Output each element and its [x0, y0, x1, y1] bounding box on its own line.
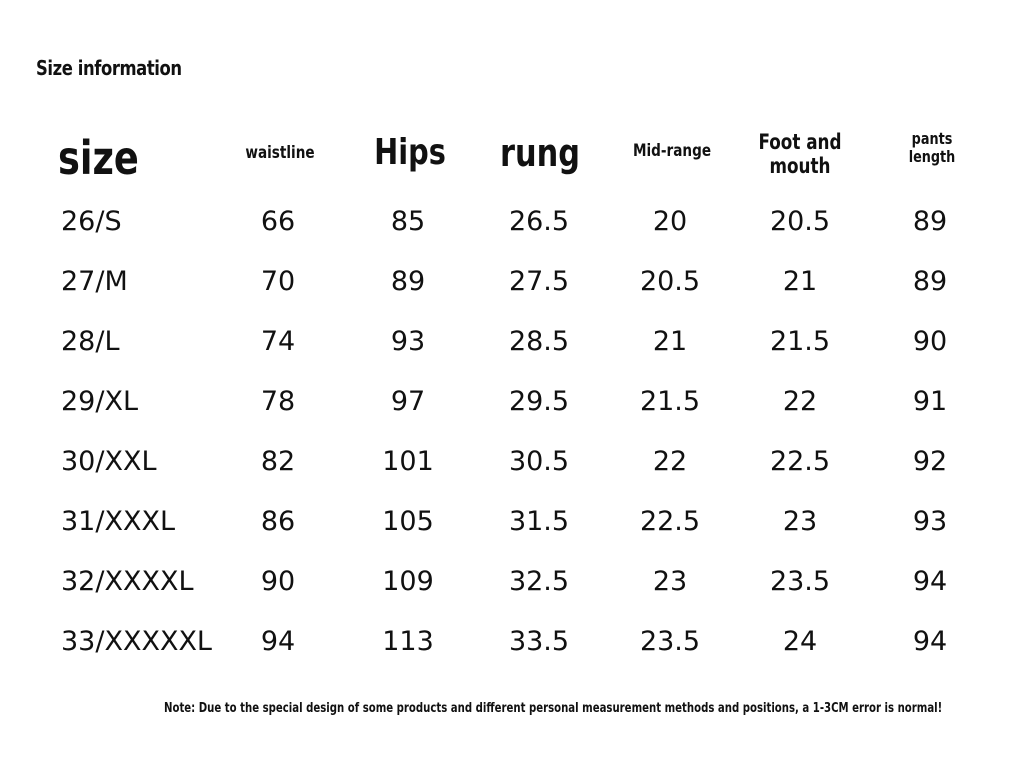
hips-cell: 89	[390, 266, 426, 297]
rung-cell: 31.5	[508, 506, 570, 537]
mid-range-cell: 22	[652, 446, 688, 477]
size-cell: 33/XXXXXL	[61, 626, 212, 657]
mid-range-cell: 21.5	[639, 386, 701, 417]
header-rung: rung	[500, 131, 581, 175]
hips-cell: 85	[390, 206, 426, 237]
header-foot-line2: mouth	[769, 154, 831, 179]
rung-cell: 32.5	[508, 566, 570, 597]
header-foot-and-mouth	[752, 130, 848, 178]
pants-length-cell: 94	[912, 626, 948, 657]
mid-range-cell: 20.5	[639, 266, 701, 297]
waistline-cell: 74	[260, 326, 296, 357]
pants-length-cell: 91	[912, 386, 948, 417]
foot-mouth-cell: 23	[782, 506, 818, 537]
size-cell: 30/XXL	[61, 446, 157, 477]
rung-cell: 30.5	[508, 446, 570, 477]
header-pants-line2: length	[908, 147, 956, 167]
header-foot-line1: Foot and	[758, 130, 842, 154]
header-pants-length	[898, 130, 965, 167]
mid-range-cell: 23	[652, 566, 688, 597]
foot-mouth-cell: 24	[782, 626, 818, 657]
foot-mouth-cell: 23.5	[769, 566, 831, 597]
hips-cell: 101	[382, 446, 434, 477]
rung-cell: 29.5	[508, 386, 570, 417]
pants-length-cell: 94	[912, 566, 948, 597]
table-row	[0, 372, 1024, 432]
size-cell: 31/XXXL	[61, 506, 175, 537]
foot-mouth-cell: 22	[782, 386, 818, 417]
mid-range-cell: 21	[652, 326, 688, 357]
header-hips: Hips	[374, 132, 446, 173]
hips-cell: 109	[382, 566, 434, 597]
waistline-cell: 70	[260, 266, 296, 297]
header-mid-range: Mid-range	[632, 141, 712, 161]
table-row	[0, 312, 1024, 372]
table-row	[0, 192, 1024, 252]
pants-length-cell: 90	[912, 326, 948, 357]
size-cell: 27/M	[61, 266, 128, 297]
rung-cell: 27.5	[508, 266, 570, 297]
size-cell: 29/XL	[61, 386, 138, 417]
waistline-cell: 66	[260, 206, 296, 237]
foot-mouth-cell: 22.5	[769, 446, 831, 477]
rung-cell: 26.5	[508, 206, 570, 237]
pants-length-cell: 92	[912, 446, 948, 477]
waistline-cell: 94	[260, 626, 296, 657]
foot-mouth-cell: 21	[782, 266, 818, 297]
size-cell: 32/XXXXL	[61, 566, 194, 597]
pants-length-cell: 89	[912, 266, 948, 297]
table-row	[0, 252, 1024, 312]
foot-mouth-cell: 21.5	[769, 326, 831, 357]
mid-range-cell: 22.5	[639, 506, 701, 537]
mid-range-cell: 20	[652, 206, 688, 237]
waistline-cell: 86	[260, 506, 296, 537]
measurement-note: Note: Due to the special design of some products and different personal measurement methods and positions, a 1-3CM error is normal!	[164, 701, 943, 716]
mid-range-cell: 23.5	[639, 626, 701, 657]
hips-cell: 105	[382, 506, 434, 537]
rung-cell: 33.5	[508, 626, 570, 657]
header-size: size	[58, 131, 139, 185]
hips-cell: 93	[390, 326, 426, 357]
table-row	[0, 552, 1024, 612]
waistline-cell: 90	[260, 566, 296, 597]
waistline-cell: 82	[260, 446, 296, 477]
header-pants-line1: pants	[911, 129, 953, 148]
size-cell: 26/S	[61, 206, 122, 237]
waistline-cell: 78	[260, 386, 296, 417]
foot-mouth-cell: 20.5	[769, 206, 831, 237]
hips-cell: 113	[382, 626, 434, 657]
table-row	[0, 432, 1024, 492]
hips-cell: 97	[390, 386, 426, 417]
header-waistline: waistline	[245, 143, 315, 163]
table-row	[0, 612, 1024, 672]
size-cell: 28/L	[61, 326, 120, 357]
table-row	[0, 492, 1024, 552]
rung-cell: 28.5	[508, 326, 570, 357]
pants-length-cell: 89	[912, 206, 948, 237]
pants-length-cell: 93	[912, 506, 948, 537]
page-title: Size information	[36, 56, 182, 80]
